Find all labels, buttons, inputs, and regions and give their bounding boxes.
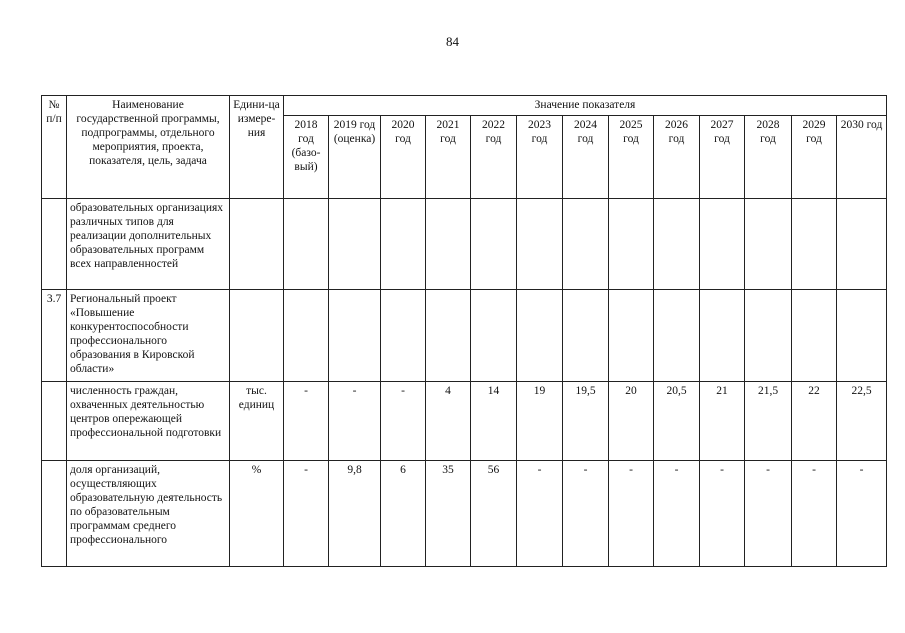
- value-cell: [329, 290, 381, 382]
- row-name: численность граждан, охваченных деятельностью центров опережающей профессиональной подготовки: [67, 382, 230, 461]
- value-cell: -: [284, 461, 329, 567]
- indicators-table: [41, 95, 887, 567]
- table-row: [42, 382, 887, 461]
- header-number: № п/п: [42, 96, 67, 199]
- value-cell: 19,5: [563, 382, 609, 461]
- value-cell: [700, 199, 745, 290]
- row-number: [42, 382, 67, 461]
- value-cell: [284, 290, 329, 382]
- header-values: Значение показателя: [284, 96, 887, 116]
- value-cell: -: [792, 461, 837, 567]
- value-cell: 4: [426, 382, 471, 461]
- value-cell: 9,8: [329, 461, 381, 567]
- header-year-2026: 2026 год: [654, 116, 700, 199]
- header-name: Наименование государственной программы, подпрограммы, отдельного мероприятия, проекта, показателя, цель, задача: [67, 96, 230, 199]
- table-row: [42, 199, 887, 290]
- value-cell: 6: [381, 461, 426, 567]
- header-year-2024: 2024 год: [563, 116, 609, 199]
- row-number: [42, 461, 67, 567]
- header-year-2022: 2022 год: [471, 116, 517, 199]
- value-cell: 35: [426, 461, 471, 567]
- value-cell: [381, 290, 426, 382]
- value-cell: -: [381, 382, 426, 461]
- value-cell: [563, 290, 609, 382]
- value-cell: [609, 290, 654, 382]
- value-cell: [745, 199, 792, 290]
- header-year-2028: 2028 год: [745, 116, 792, 199]
- value-cell: 22,5: [837, 382, 887, 461]
- header-year-2018: 2018 год (базо-вый): [284, 116, 329, 199]
- row-unit: [230, 199, 284, 290]
- value-cell: [517, 290, 563, 382]
- row-unit: [230, 290, 284, 382]
- header-year-2019: 2019 год (оценка): [329, 116, 381, 199]
- value-cell: 22: [792, 382, 837, 461]
- header-year-2030: 2030 год: [837, 116, 887, 199]
- value-cell: 14: [471, 382, 517, 461]
- value-cell: [654, 290, 700, 382]
- value-cell: [471, 290, 517, 382]
- value-cell: [837, 199, 887, 290]
- value-cell: -: [284, 382, 329, 461]
- table-row: [42, 461, 887, 567]
- value-cell: -: [745, 461, 792, 567]
- header-year-2021: 2021 год: [426, 116, 471, 199]
- value-cell: -: [654, 461, 700, 567]
- page-number: 84: [446, 34, 459, 49]
- row-name: доля организаций, осуществляющих образовательную деятельность по образовательным программам среднего профессионального: [67, 461, 230, 567]
- value-cell: -: [837, 461, 887, 567]
- row-number: 3.7: [42, 290, 67, 382]
- value-cell: [700, 290, 745, 382]
- value-cell: [563, 199, 609, 290]
- row-name: Региональный проект «Повышение конкурентоспособности профессионального образования в Кировской области»: [67, 290, 230, 382]
- header-year-2020: 2020 год: [381, 116, 426, 199]
- row-name: образовательных организациях различных типов для реализации дополнительных образовательных программ всех направленностей: [67, 199, 230, 290]
- value-cell: [471, 199, 517, 290]
- value-cell: [517, 199, 563, 290]
- row-number: [42, 199, 67, 290]
- value-cell: -: [563, 461, 609, 567]
- value-cell: 21,5: [745, 382, 792, 461]
- value-cell: 21: [700, 382, 745, 461]
- value-cell: -: [700, 461, 745, 567]
- value-cell: [284, 199, 329, 290]
- header-year-2027: 2027 год: [700, 116, 745, 199]
- header-unit: Едини-ца измере-ния: [230, 96, 284, 199]
- value-cell: [654, 199, 700, 290]
- value-cell: [426, 199, 471, 290]
- value-cell: -: [329, 382, 381, 461]
- header-year-2023: 2023 год: [517, 116, 563, 199]
- header-year-2029: 2029 год: [792, 116, 837, 199]
- value-cell: [426, 290, 471, 382]
- header-year-2025: 2025 год: [609, 116, 654, 199]
- table-row: [42, 290, 887, 382]
- value-cell: [609, 199, 654, 290]
- value-cell: 19: [517, 382, 563, 461]
- value-cell: [837, 290, 887, 382]
- value-cell: [792, 290, 837, 382]
- row-unit: %: [230, 461, 284, 567]
- value-cell: [745, 290, 792, 382]
- value-cell: 20: [609, 382, 654, 461]
- value-cell: -: [609, 461, 654, 567]
- value-cell: 20,5: [654, 382, 700, 461]
- value-cell: [381, 199, 426, 290]
- value-cell: [792, 199, 837, 290]
- value-cell: [329, 199, 381, 290]
- value-cell: 56: [471, 461, 517, 567]
- value-cell: -: [517, 461, 563, 567]
- row-unit: тыс. единиц: [230, 382, 284, 461]
